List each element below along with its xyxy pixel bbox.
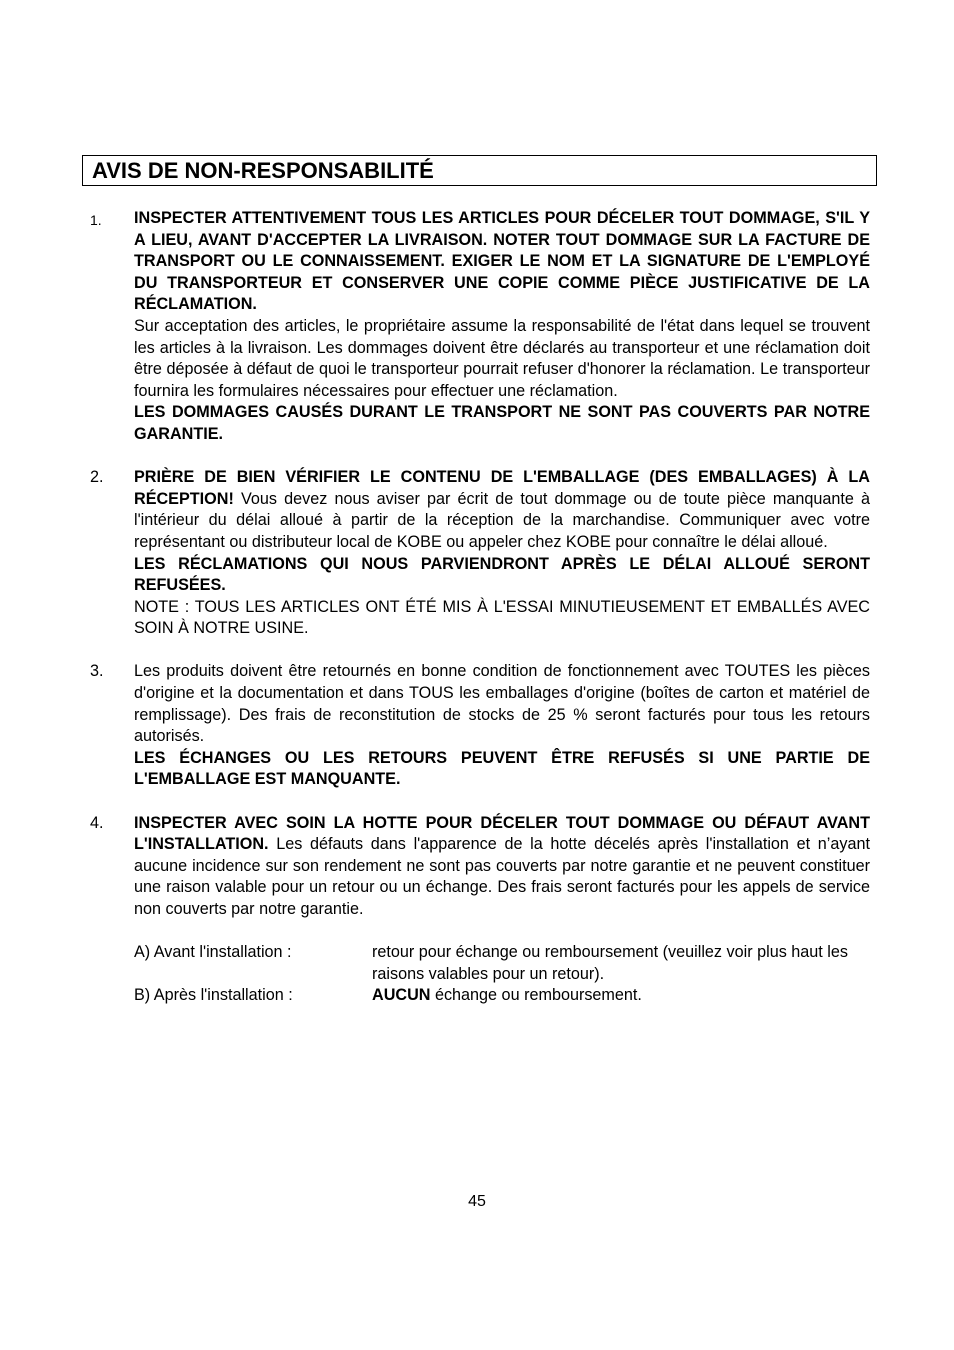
return-conditions (134, 942, 870, 1007)
item-bold-intro: INSPECTER AVEC SOIN LA HOTTE POUR DÉCELER TOUT DOMMAGE OU DÉFAUT AVANT L'INSTALLATION. (134, 813, 870, 854)
item-bold-intro: INSPECTER ATTENTIVEMENT TOUS LES ARTICLES POUR DÉCELER TOUT DOMMAGE, S'IL Y A LIEU, AVANT D'ACCEPTER LA LIVRAISON. NOTER TOUT DOMMAGE SUR LA FACTURE DE TRANSPORT OU LE CONNAISSEMENT. EXIGER LE NOM ET LA SIGNATURE DE L'EMPLOYÉ DU TRANSPORTEUR ET CONSERVER UNE COPIE COMME PIÈCE JUSTIFICATIVE DE LA RÉCLAMATION. (134, 209, 870, 314)
list-item-4 (90, 813, 870, 1007)
item-number: 2. (90, 468, 104, 487)
item-number: 1. (90, 212, 102, 228)
disclaimer-list (90, 208, 870, 1007)
item-bold-intro: PRIÈRE DE BIEN VÉRIFIER LE CONTENU DE L'EMBALLAGE (DES EMBALLAGES) À LA RÉCEPTION! (134, 468, 870, 508)
list-item-3 (90, 661, 870, 791)
item-paragraph (134, 467, 870, 553)
item-note: NOTE : TOUS LES ARTICLES ONT ÉTÉ MIS À L'ESSAI MINUTIEUSEMENT ET EMBALLÉS AVEC SOIN À NOTRE USINE. (134, 597, 870, 638)
item-text: Les produits doivent être retournés en bonne condition de fonctionnement avec TOUTES les pièces d'origine et la documentation et dans TOUS les emballages d'origine (boîtes de carton et matériel de remplissage). Des frais de reconstitution de stocks de 25 % seront facturés pour tous les retours autorisés. (134, 662, 870, 746)
list-item-2 (90, 467, 870, 640)
item-bold-warning: LES DOMMAGES CAUSÉS DURANT LE TRANSPORT NE SONT PAS COUVERTS PAR NOTRE GARANTIE. (134, 403, 870, 443)
condition-value-bold: AUCUN (372, 986, 431, 1005)
item-text: Vous devez nous aviser par écrit de tout dommage ou de toute pièce manquante à l'intérieur du délai alloué à partir de la réception de la marchandise. Communiquer avec votre représentant ou distributeur local de KOBE ou appeler chez KOBE pour connaître le délai alloué. (134, 489, 871, 551)
page-title: AVIS DE NON-RESPONSABILITÉ (92, 158, 434, 183)
item-text: Les défauts dans l'apparence de la hotte décelés après l'installation et n’ayant aucune incidence sur son rendement ne sont pas couverts par notre garantie et ne peuvent constituer une raison valable pour un retour ou un échange. Des frais seront facturés pour les appels de service non couverts par notre garantie. (134, 835, 870, 918)
condition-row-b (134, 985, 870, 1007)
item-paragraph (134, 813, 870, 921)
condition-value (372, 985, 870, 1007)
condition-value: retour pour échange ou remboursement (veuillez voir plus haut les raisons valables pour un retour). (372, 943, 848, 983)
condition-label: A) Avant l'installation : (134, 943, 292, 962)
section-title-box (82, 155, 877, 186)
condition-row-a (134, 942, 870, 985)
condition-value-text: échange ou remboursement. (434, 986, 642, 1005)
item-bold-warning: LES ÉCHANGES OU LES RETOURS PEUVENT ÊTRE REFUSÉS SI UNE PARTIE DE L'EMBALLAGE EST MANQUANTE. (134, 748, 870, 789)
item-number: 4. (90, 813, 104, 832)
condition-label: B) Après l'installation : (134, 986, 293, 1005)
item-bold-warning: LES RÉCLAMATIONS QUI NOUS PARVIENDRONT APRÈS LE DÉLAI ALLOUÉ SERONT REFUSÉES. (134, 554, 870, 595)
page-number: 45 (468, 1193, 486, 1210)
item-text: Sur acceptation des articles, le propriétaire assume la responsabilité de l'état dans lequel se trouvent les articles à la livraison. Les dommages doivent être déclarés au transporteur et une réclamation doit être déposée à défaut de quoi le transporteur pourrait refuser d'honorer la réclamation. Le transporteur fournira les formulaires nécessaires pour effectuer une réclamation. (134, 316, 870, 400)
list-item-1 (90, 208, 870, 446)
item-number: 3. (90, 662, 104, 681)
